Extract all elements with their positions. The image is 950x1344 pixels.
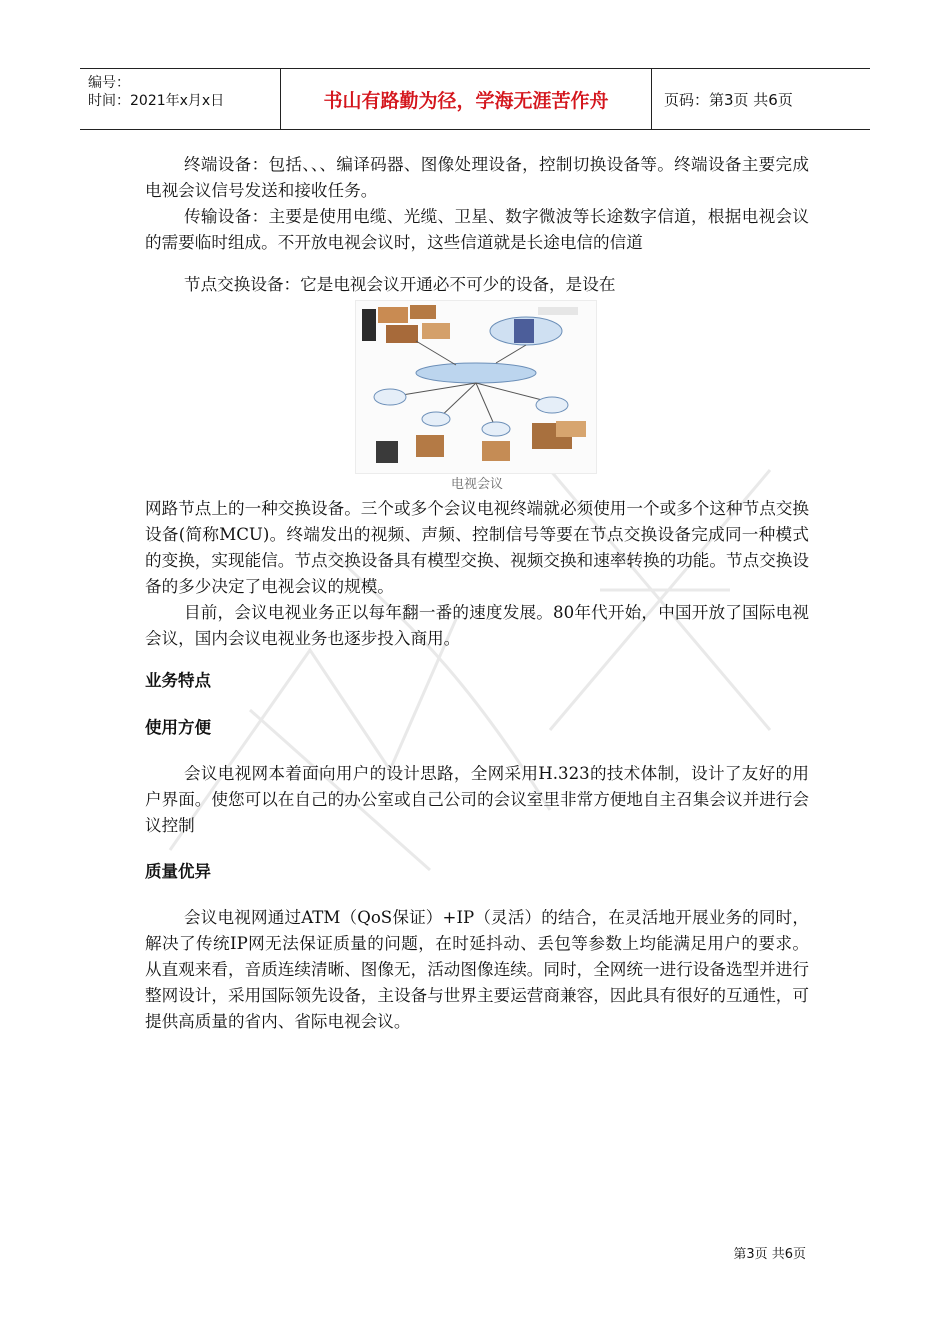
paragraph-node-switching-intro: 节点交换设备：它是电视会议开通必不可少的设备，是设在 [184, 275, 616, 294]
figure-video-conference [145, 298, 809, 496]
paragraph-excellent-quality: 会议电视网通过ATM（QoS保证）+IP（灵活）的结合，在灵活地开展业务的同时，解决了传统IP网无法保证质量的问题，在时延抖动、丢包等参数上均能满足用户的要求。从直观来看，音质连续清晰、图像无，活动图像连续。同时，全网统一进行设备选型并进行整网设计，采用国际领先设备，主设备与世界主要运营商兼容，因此具有很好的互通性，可提供高质量的省内、省际电视会议。 [145, 908, 809, 1031]
header-meta-cell [80, 69, 281, 129]
page-footer-number: 第3页 共6页 [733, 1247, 806, 1262]
network-diagram-image [356, 301, 596, 473]
heading-easy-to-use: 使用方便 [145, 718, 211, 737]
header-motto: 书山有路勤为径，学海无涯苦作舟 [281, 69, 652, 129]
page-header [80, 68, 870, 130]
document-number-label: 编号： [88, 75, 130, 91]
document-date-label: 时间：2021年x月x日 [88, 93, 225, 109]
figure-caption: 电视会议 [450, 477, 503, 492]
paragraph-terminal-equipment: 终端设备：包括、、、编译码器、图像处理设备，控制切换设备等。终端设备主要完成电视会议信号发送和接收任务。 [145, 155, 809, 200]
paragraph-node-switching-detail: 网路节点上的一种交换设备。三个或多个会议电视终端就必须使用一个或多个这种节点交换设备(简称MCU)。终端发出的视频、声频、控制信号等要在节点交换设备完成同一种模式的变换，实现能信。节点交换设备具有模型交换、视频交换和速率转换的功能。节点交换设备的多少决定了电视会议的规模。 [145, 499, 809, 596]
header-page-info: 页码：第3页 共6页 [664, 90, 793, 109]
heading-business-features: 业务特点 [145, 671, 211, 690]
heading-excellent-quality: 质量优异 [145, 862, 211, 881]
video-conference-network-diagram [355, 300, 597, 474]
paragraph-easy-to-use: 会议电视网本着面向用户的设计思路，全网采用H.323的技术体制，设计了友好的用户界面。使您可以在自己的办公室或自己公司的会议室里非常方便地自主召集会议并进行会议控制 [145, 764, 809, 835]
document-body [145, 152, 809, 1035]
paragraph-transmission-equipment: 传输设备：主要是使用电缆、光缆、卫星、数字微波等长途数字信道，根据电视会议的需要临时组成。不开放电视会议时，这些信道就是长途电信的信道 [145, 207, 809, 252]
paragraph-current-development: 目前，会议电视业务正以每年翻一番的速度发展。80年代开始，中国开放了国际电视会议，国内会议电视业务也逐步投入商用。 [145, 603, 809, 648]
